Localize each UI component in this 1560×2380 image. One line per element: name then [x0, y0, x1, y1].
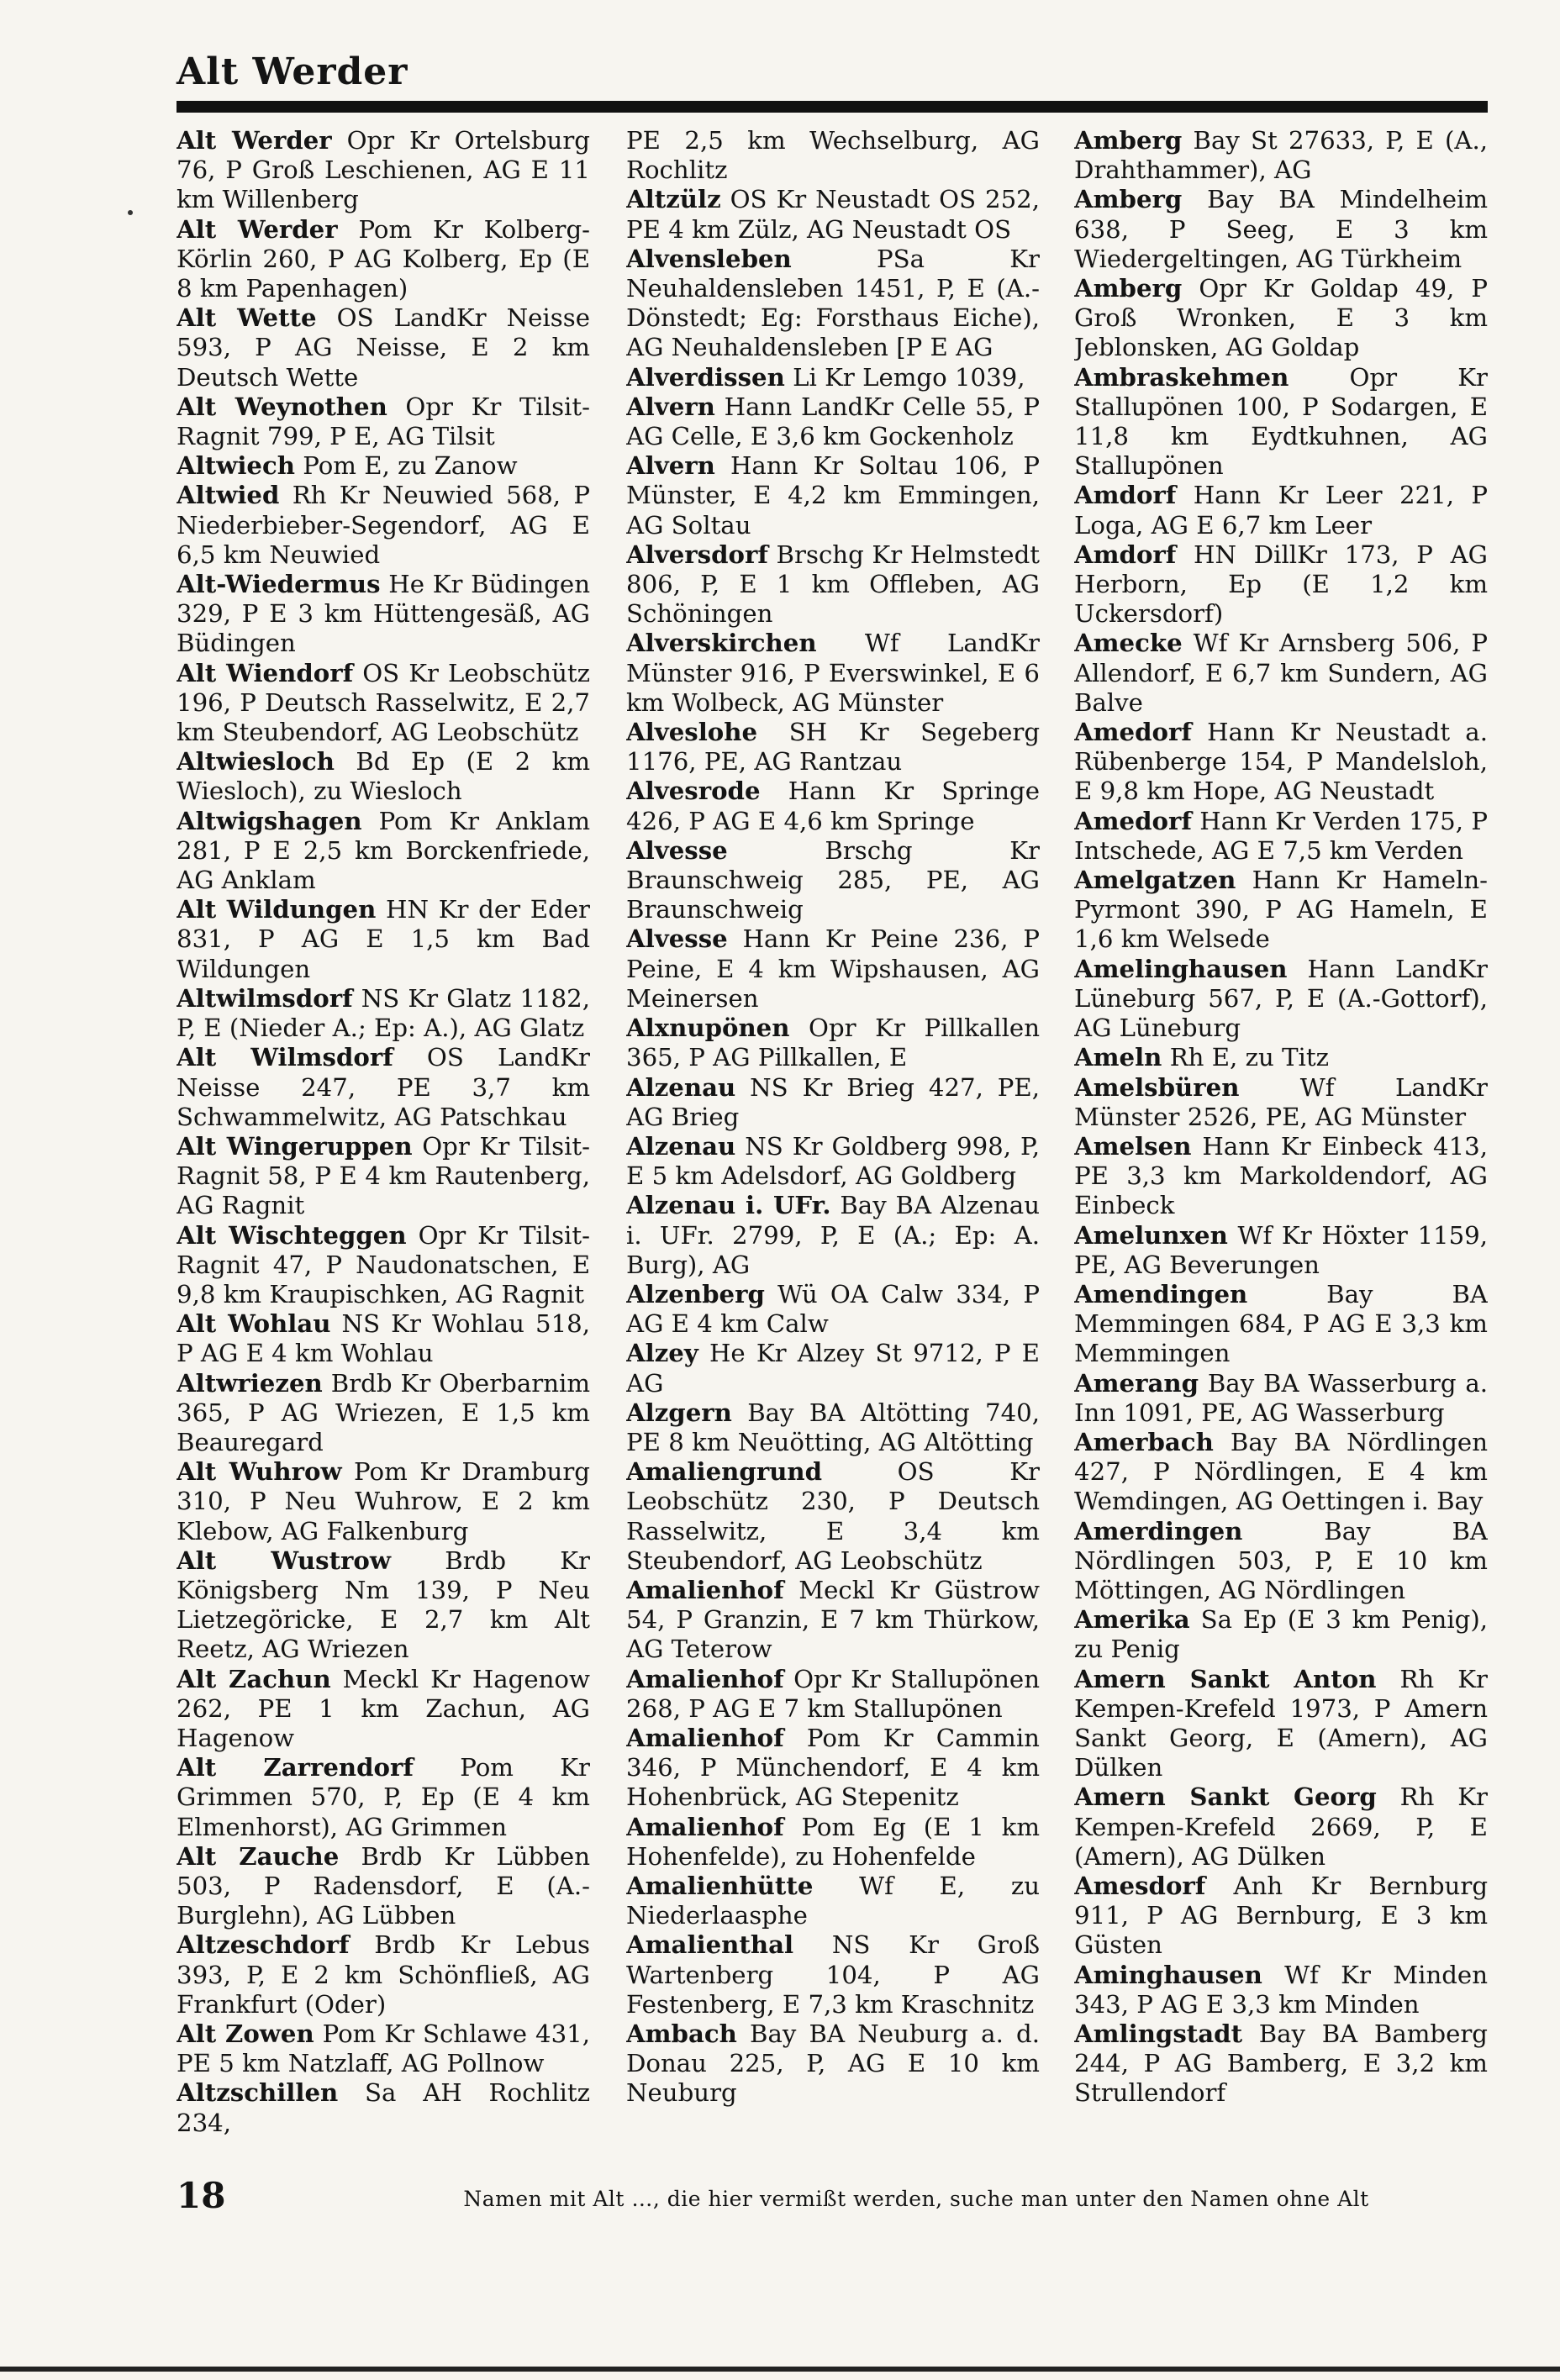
- gazetteer-entry: [1074, 807, 1488, 866]
- gazetteer-entry: [177, 451, 590, 481]
- entry-text: Pom Eg (E 1 km Hohenfelde), zu Hohenfelde: [626, 1812, 1040, 1871]
- gazetteer-entry: [626, 185, 1040, 244]
- gazetteer-entry: [1074, 1665, 1488, 1783]
- entry-text: Sa Ep (E 3 km Penig), zu Penig: [1074, 1605, 1488, 1664]
- entry-headword: Amalienhütte: [626, 1871, 814, 1900]
- entry-headword: Altzeschdorf: [177, 1930, 350, 1960]
- entry-text: OS LandKr Neisse 247, PE 3,7 km Schwammelwitz, AG Patschkau: [177, 1043, 590, 1131]
- footer-note: Namen mit Alt …, die hier vermißt werden, suche man unter den Namen ohne Alt: [463, 2187, 1369, 2211]
- page-header: [177, 44, 1488, 107]
- gazetteer-entry: [626, 1576, 1040, 1665]
- entry-headword: Alvesse: [626, 835, 728, 865]
- entry-text: He Kr Alzey St 9712, P E AG: [626, 1339, 1040, 1398]
- entry-text: OS Kr Leobschütz 196, P Deutsch Rasselwitz, E 2,7 km Steubendorf, AG Leobschütz: [177, 658, 590, 747]
- gazetteer-entry: [626, 718, 1040, 777]
- gazetteer-entry: [626, 777, 1040, 835]
- gazetteer-entry: [177, 1132, 590, 1221]
- gazetteer-entry: [1074, 718, 1488, 807]
- entry-headword: Alt Werder: [177, 126, 332, 155]
- entry-headword: Alt Weynothen: [177, 392, 387, 421]
- entry-headword: Amedorf: [1074, 718, 1192, 747]
- gazetteer-entry: [177, 215, 590, 304]
- entry-headword: Alt Wuhrow: [177, 1457, 342, 1487]
- entry-headword: Altwied: [177, 481, 280, 510]
- gazetteer-entry: [626, 540, 1040, 629]
- gazetteer-entry: [626, 126, 1040, 185]
- gazetteer-entry: [1074, 1043, 1488, 1072]
- gazetteer-entry: [177, 895, 590, 984]
- page-footer: [177, 2175, 1488, 2225]
- entry-headword: Alzgern: [626, 1398, 732, 1427]
- gazetteer-entry: [177, 1309, 590, 1368]
- entry-text: Brdb Kr Königsberg Nm 139, P Neu Lietzegöricke, E 2,7 km Alt Reetz, AG Wriezen: [177, 1545, 590, 1664]
- entry-text: Opr Kr Tilsit-Ragnit 47, P Naudonatschen, E 9,8 km Kraupischken, AG Ragnit: [177, 1220, 590, 1308]
- gazetteer-entry: [1074, 1428, 1488, 1517]
- entry-headword: Amberg: [1074, 185, 1183, 214]
- entry-text: Brdb Kr Lübben 503, P Radensdorf, E (A.-Burglehn), AG Lübben: [177, 1841, 590, 1930]
- entry-headword: Ambach: [626, 2019, 737, 2048]
- entry-headword: Amberg: [1074, 274, 1183, 303]
- entry-headword: Amaliengrund: [626, 1457, 823, 1487]
- entry-text: OS LandKr Neisse 593, P AG Neisse, E 2 km Deutsch Wette: [177, 303, 590, 392]
- entry-text: Hann LandKr Celle 55, P AG Celle, E 3,6 km Gockenholz: [626, 392, 1040, 451]
- header-rule: [177, 101, 1488, 113]
- entry-headword: Alxnupönen: [626, 1014, 790, 1043]
- entry-headword: Alvesse: [626, 924, 728, 954]
- gazetteer-entry: [1074, 274, 1488, 363]
- gazetteer-entry: [626, 1813, 1040, 1872]
- entry-text: Brdb Kr Lebus 393, P, E 2 km Schönfließ, AG Frankfurt (Oder): [177, 1930, 590, 2019]
- entry-text: Bay BA Nördlingen 503, P, E 10 km Möttingen, AG Nördlingen: [1074, 1516, 1488, 1604]
- entry-headword: Alvensleben: [626, 244, 792, 273]
- gazetteer-entry: [626, 392, 1040, 451]
- entry-text: Bay BA Nördlingen 427, P Nördlingen, E 4 km Wemdingen, AG Oettingen i. Bay: [1074, 1427, 1488, 1516]
- entry-text: Opr Kr Stallupönen 100, P Sodargen, E 11,8 km Eydtkuhnen, AG Stallupönen: [1074, 362, 1488, 481]
- entry-headword: Amesdorf: [1074, 1871, 1206, 1900]
- gazetteer-entry: [1074, 866, 1488, 955]
- entry-text: Bay BA Neuburg a. d. Donau 225, P, AG E 10 km Neuburg: [626, 2019, 1040, 2108]
- gazetteer-entry: [626, 2019, 1040, 2109]
- gazetteer-entry: [1074, 1605, 1488, 1664]
- entry-headword: Alt Wilmsdorf: [177, 1043, 393, 1072]
- gazetteer-entry: [177, 747, 590, 806]
- entry-headword: Alt Wustrow: [177, 1545, 392, 1575]
- column-3: [1074, 126, 1488, 2168]
- entry-headword: Amerang: [1074, 1368, 1199, 1398]
- entry-headword: Alt Zachun: [177, 1664, 331, 1693]
- gazetteer-entry: [177, 1753, 590, 1842]
- entry-headword: Amendingen: [1074, 1279, 1248, 1308]
- column-1: [177, 126, 590, 2168]
- gazetteer-entry: [626, 1930, 1040, 2019]
- entry-headword: Amerdingen: [1074, 1516, 1243, 1545]
- entry-headword: Altwiech: [177, 451, 295, 481]
- entry-text: PE 2,5 km Wechselburg, AG Rochlitz: [626, 126, 1040, 185]
- gazetteer-entry: [177, 659, 590, 748]
- entry-headword: Amelunxen: [1074, 1220, 1228, 1250]
- entry-text: Bd Ep (E 2 km Wiesloch), zu Wiesloch: [177, 747, 590, 806]
- gazetteer-entry: [177, 2019, 590, 2078]
- entry-text: Meckl Kr Hagenow 262, PE 1 km Zachun, AG Hagenow: [177, 1664, 590, 1752]
- entry-text: Wü OA Calw 334, P AG E 4 km Calw: [626, 1279, 1040, 1339]
- gazetteer-entry: [1074, 126, 1488, 185]
- entry-text: Hann Kr Hameln-Pyrmont 390, P AG Hameln, E 1,6 km Welsede: [1074, 866, 1488, 954]
- entry-headword: Amalienhof: [626, 1723, 784, 1752]
- entry-headword: Altwriezen: [177, 1368, 323, 1398]
- entry-headword: Alveslohe: [626, 718, 758, 747]
- entry-headword: Amlingstadt: [1074, 2019, 1243, 2048]
- gazetteer-entry: [177, 303, 590, 392]
- entry-headword: Altwilmsdorf: [177, 983, 353, 1013]
- gazetteer-entry: [1074, 1961, 1488, 2019]
- gazetteer-entry: [177, 1546, 590, 1665]
- entry-headword: Alt Zauche: [177, 1841, 340, 1871]
- entry-text: Pom Kr Cammin 346, P Münchendorf, E 4 km Hohenbrück, AG Stepenitz: [626, 1723, 1040, 1812]
- entry-text: Pom Kr Kolberg-Körlin 260, P AG Kolberg, Ep (E 8 km Papenhagen): [177, 214, 590, 303]
- gazetteer-entry: [177, 1457, 590, 1546]
- entry-text: Opr Kr Tilsit-Ragnit 58, P E 4 km Rautenberg, AG Ragnit: [177, 1131, 590, 1220]
- gazetteer-entry: [626, 629, 1040, 718]
- gazetteer-entry: [1074, 1782, 1488, 1872]
- entry-text: Hann LandKr Lüneburg 567, P, E (A.-Gottorf), AG Lüneburg: [1074, 954, 1488, 1043]
- gazetteer-entry: [177, 1842, 590, 1931]
- gazetteer-entry: [626, 1872, 1040, 1930]
- entry-headword: Alt Wette: [177, 303, 317, 333]
- entry-headword: Amberg: [1074, 126, 1183, 155]
- entry-text: Hann Kr Springe 426, P AG E 4,6 km Springe: [626, 777, 1040, 835]
- entry-headword: Alt Zowen: [177, 2019, 314, 2048]
- entry-headword: Amern Sankt Anton: [1074, 1664, 1377, 1693]
- entry-headword: Alzenau: [626, 1072, 736, 1102]
- entry-headword: Aminghausen: [1074, 1960, 1262, 1989]
- entry-text: Bay BA Alzenau i. UFr. 2799, P, E (A.; Ep: A. Burg), AG: [626, 1191, 1040, 1279]
- entry-text: NS Kr Goldberg 998, P, E 5 km Adelsdorf, AG Goldberg: [626, 1131, 1040, 1191]
- gazetteer-entry: [626, 1191, 1040, 1280]
- gazetteer-entry: [1074, 540, 1488, 629]
- entry-headword: Alvern: [626, 392, 715, 421]
- entry-text: HN DillKr 173, P AG Herborn, Ep (E 1,2 km Uckersdorf): [1074, 540, 1488, 629]
- entry-headword: Amelsen: [1074, 1131, 1192, 1161]
- gazetteer-entry: [1074, 629, 1488, 718]
- entry-headword: Alt Wingeruppen: [177, 1131, 413, 1161]
- gazetteer-entry: [626, 1280, 1040, 1339]
- gazetteer-entry: [626, 924, 1040, 1014]
- entry-headword: Altwiesloch: [177, 747, 335, 777]
- entry-text: Bay BA Mindelheim 638, P Seeg, E 3 km Wiedergeltingen, AG Türkheim: [1074, 185, 1488, 273]
- entry-text: Hann Kr Peine 236, P Peine, E 4 km Wipshausen, AG Meinersen: [626, 924, 1040, 1013]
- entry-headword: Amedorf: [1074, 806, 1192, 835]
- entry-text: Wf Kr Höxter 1159, PE, AG Beverungen: [1074, 1220, 1488, 1279]
- gazetteer-entry: [177, 1221, 590, 1310]
- entry-text: Opr Kr Pillkallen 365, P AG Pillkallen, E: [626, 1014, 1040, 1072]
- entry-headword: Ambraskehmen: [1074, 362, 1289, 392]
- gazetteer-entry: [1074, 1872, 1488, 1961]
- gazetteer-entry: [626, 1339, 1040, 1398]
- entry-text: Sa AH Rochlitz 234,: [177, 2078, 590, 2137]
- entry-headword: Altzülz: [626, 185, 721, 214]
- entry-headword: Alt Wohlau: [177, 1309, 331, 1339]
- entry-text: Opr Kr Ortelsburg 76, P Groß Leschienen, AG E 11 km Willenberg: [177, 126, 590, 214]
- entry-headword: Alversdorf: [626, 540, 768, 569]
- entry-headword: Amdorf: [1074, 540, 1177, 569]
- entry-headword: Altzschillen: [177, 2078, 339, 2108]
- gazetteer-entry: [177, 570, 590, 659]
- gazetteer-entry: [1074, 185, 1488, 274]
- gazetteer-columns: [177, 126, 1488, 2168]
- gazetteer-entry: [626, 245, 1040, 363]
- gazetteer-entry: [177, 126, 590, 215]
- gazetteer-entry: [626, 1724, 1040, 1813]
- gazetteer-entry: [1074, 955, 1488, 1044]
- entry-text: Hann Kr Neustadt a. Rübenberge 154, P Mandelsloh, E 9,8 km Hope, AG Neustadt: [1074, 718, 1488, 806]
- gazetteer-entry: [626, 1398, 1040, 1457]
- entry-text: Opr Kr Tilsit-Ragnit 799, P E, AG Tilsit: [177, 392, 590, 451]
- entry-text: Wf LandKr Münster 2526, PE, AG Münster: [1074, 1072, 1488, 1131]
- entry-text: Wf Kr Arnsberg 506, P Allendorf, E 6,7 km Sundern, AG Balve: [1074, 629, 1488, 717]
- gazetteer-entry: [177, 1369, 590, 1458]
- gazetteer-entry: [1074, 1221, 1488, 1280]
- gazetteer-entry: [626, 1665, 1040, 1724]
- gazetteer-entry: [177, 1930, 590, 2019]
- entry-headword: Ameln: [1074, 1043, 1162, 1072]
- entry-text: Bay BA Bamberg 244, P AG Bamberg, E 3,2 km Strullendorf: [1074, 2019, 1488, 2108]
- gazetteer-entry: [177, 2078, 590, 2137]
- gazetteer-entry: [177, 1043, 590, 1132]
- entry-text: Opr Kr Goldap 49, P Groß Wronken, E 3 km Jeblonsken, AG Goldap: [1074, 274, 1488, 362]
- gazetteer-entry: [177, 481, 590, 570]
- entry-text: Pom Kr Grimmen 570, P, Ep (E 4 km Elmenhorst), AG Grimmen: [177, 1753, 590, 1841]
- entry-text: Brschg Kr Helmstedt 806, P, E 1 km Offleben, AG Schöningen: [626, 540, 1040, 629]
- gazetteer-entry: [1074, 2019, 1488, 2109]
- entry-headword: Alt Wischteggen: [177, 1220, 407, 1250]
- gazetteer-entry: [626, 1014, 1040, 1072]
- entry-text: OS Kr Neustadt OS 252, PE 4 km Zülz, AG Neustadt OS: [626, 185, 1040, 244]
- entry-headword: Alt-Wiedermus: [177, 570, 381, 599]
- entry-text: SH Kr Segeberg 1176, PE, AG Rantzau: [626, 718, 1040, 777]
- gazetteer-entry: [626, 363, 1040, 392]
- gazetteer-entry: [626, 451, 1040, 540]
- entry-headword: Alzenau i. UFr.: [626, 1191, 831, 1220]
- entry-headword: Alverdissen: [626, 362, 785, 392]
- entry-text: Rh Kr Kempen-Krefeld 1973, P Amern Sankt Georg, E (Amern), AG Dülken: [1074, 1664, 1488, 1782]
- running-head: Alt Werder: [177, 50, 408, 93]
- entry-text: Hann Kr Leer 221, P Loga, AG E 6,7 km Leer: [1074, 481, 1488, 540]
- entry-headword: Alt Wildungen: [177, 895, 377, 924]
- entry-headword: Altwigshagen: [177, 806, 362, 835]
- entry-text: Pom Kr Schlawe 431, PE 5 km Natzlaff, AG Pollnow: [177, 2019, 590, 2078]
- gazetteer-entry: [626, 1457, 1040, 1576]
- entry-text: Rh Kr Neuwied 568, P Niederbieber-Segendorf, AG E 6,5 km Neuwied: [177, 481, 590, 569]
- entry-headword: Alverskirchen: [626, 629, 817, 658]
- entry-text: Hann Kr Soltau 106, P Münster, E 4,2 km Emmingen, AG Soltau: [626, 451, 1040, 540]
- entry-headword: Alt Werder: [177, 214, 338, 244]
- entry-headword: Alzenau: [626, 1131, 736, 1161]
- gazetteer-entry: [1074, 1073, 1488, 1132]
- entry-text: Bay BA Memmingen 684, P AG E 3,3 km Memmingen: [1074, 1279, 1488, 1368]
- entry-headword: Amelinghausen: [1074, 954, 1288, 983]
- entry-text: NS Kr Brieg 427, PE, AG Brieg: [626, 1072, 1040, 1131]
- gazetteer-entry: [1074, 1369, 1488, 1428]
- entry-text: Brschg Kr Braunschweig 285, PE, AG Braunschweig: [626, 835, 1040, 924]
- page-number: 18: [177, 2175, 226, 2216]
- entry-headword: Amern Sankt Georg: [1074, 1782, 1377, 1812]
- gazetteer-entry: [626, 1132, 1040, 1191]
- entry-text: Pom Kr Dramburg 310, P Neu Wuhrow, E 2 km Klebow, AG Falkenburg: [177, 1457, 590, 1545]
- entry-headword: Amalienhof: [626, 1812, 784, 1841]
- entry-headword: Amecke: [1074, 629, 1183, 658]
- entry-text: Meckl Kr Güstrow 54, P Granzin, E 7 km Thürkow, AG Teterow: [626, 1575, 1040, 1664]
- entry-headword: Alvesrode: [626, 777, 761, 806]
- entry-text: PSa Kr Neuhaldensleben 1451, P, E (A.-Dönstedt; Eg: Forsthaus Eiche), AG Neuhaldensleben [P E AG: [626, 244, 1040, 362]
- entry-text: Rh Kr Kempen-Krefeld 2669, P, E (Amern), AG Dülken: [1074, 1782, 1488, 1871]
- bottom-rule: [0, 2367, 1560, 2372]
- gazetteer-entry: [1074, 1517, 1488, 1606]
- entry-text: Rh E, zu Titz: [1162, 1043, 1329, 1072]
- entry-headword: Alzenberg: [626, 1279, 765, 1308]
- entry-text: Wf Kr Minden 343, P AG E 3,3 km Minden: [1074, 1960, 1488, 2019]
- entry-text: NS Kr Wohlau 518, P AG E 4 km Wohlau: [177, 1309, 590, 1368]
- entry-text: Opr Kr Stallupönen 268, P AG E 7 km Stallupönen: [626, 1664, 1040, 1723]
- gazetteer-entry: [177, 984, 590, 1043]
- gazetteer-entry: [177, 1665, 590, 1754]
- entry-headword: Alt Wiendorf: [177, 658, 354, 687]
- entry-text: Pom E, zu Zanow: [295, 451, 518, 481]
- entry-text: Brdb Kr Oberbarnim 365, P AG Wriezen, E 1,5 km Beauregard: [177, 1368, 590, 1456]
- entry-text: Bay BA Wasserburg a. Inn 1091, PE, AG Wasserburg: [1074, 1368, 1488, 1427]
- gazetteer-entry: [1074, 1132, 1488, 1221]
- entry-headword: Amalienthal: [626, 1930, 794, 1960]
- entry-headword: Alt Zarrendorf: [177, 1753, 414, 1782]
- margin-speck: [128, 210, 133, 215]
- entry-text: Hann Kr Verden 175, P Intschede, AG E 7,5 km Verden: [1074, 806, 1488, 865]
- entry-headword: Amelgatzen: [1074, 866, 1236, 895]
- entry-text: Anh Kr Bernburg 911, P AG Bernburg, E 3 km Güsten: [1074, 1871, 1488, 1960]
- entry-text: Bay St 27633, P, E (A., Drahthammer), AG: [1074, 126, 1488, 185]
- entry-text: Pom Kr Anklam 281, P E 2,5 km Borckenfriede, AG Anklam: [177, 806, 590, 895]
- entry-headword: Amerika: [1074, 1605, 1190, 1635]
- gazetteer-entry: [1074, 481, 1488, 540]
- entry-headword: Amalienhof: [626, 1664, 784, 1693]
- gazetteer-entry: [626, 1073, 1040, 1132]
- gazetteer-entry: [626, 836, 1040, 925]
- entry-headword: Alvern: [626, 451, 715, 481]
- entry-text: He Kr Büdingen 329, P E 3 km Hüttengesäß, AG Büdingen: [177, 570, 590, 658]
- entry-text: OS Kr Leobschütz 230, P Deutsch Rasselwitz, E 3,4 km Steubendorf, AG Leobschütz: [626, 1457, 1040, 1575]
- entry-headword: Amdorf: [1074, 481, 1177, 510]
- entry-text: Li Kr Lemgo 1039,: [784, 362, 1025, 392]
- gazetteer-entry: [1074, 363, 1488, 482]
- gazetteer-entry: [177, 807, 590, 896]
- entry-text: NS Kr Glatz 1182, P, E (Nieder A.; Ep: A.), AG Glatz: [177, 983, 590, 1043]
- entry-text: NS Kr Groß Wartenberg 104, P AG Festenberg, E 7,3 km Kraschnitz: [626, 1930, 1040, 2019]
- entry-text: Wf LandKr Münster 916, P Everswinkel, E 6 km Wolbeck, AG Münster: [626, 629, 1040, 717]
- entry-text: Hann Kr Einbeck 413, PE 3,3 km Markoldendorf, AG Einbeck: [1074, 1131, 1488, 1220]
- entry-headword: Amalienhof: [626, 1575, 784, 1604]
- gazetteer-entry: [177, 392, 590, 451]
- entry-text: HN Kr der Eder 831, P AG E 1,5 km Bad Wildungen: [177, 895, 590, 983]
- entry-text: Bay BA Altötting 740, PE 8 km Neuötting, AG Altötting: [626, 1398, 1040, 1456]
- entry-text: Wf E, zu Niederlaasphe: [626, 1871, 1040, 1930]
- entry-headword: Amerbach: [1074, 1427, 1214, 1456]
- entry-headword: Alzey: [626, 1339, 698, 1368]
- gazetteer-entry: [1074, 1280, 1488, 1369]
- entry-headword: Amelsbüren: [1074, 1072, 1240, 1102]
- column-2: [626, 126, 1040, 2168]
